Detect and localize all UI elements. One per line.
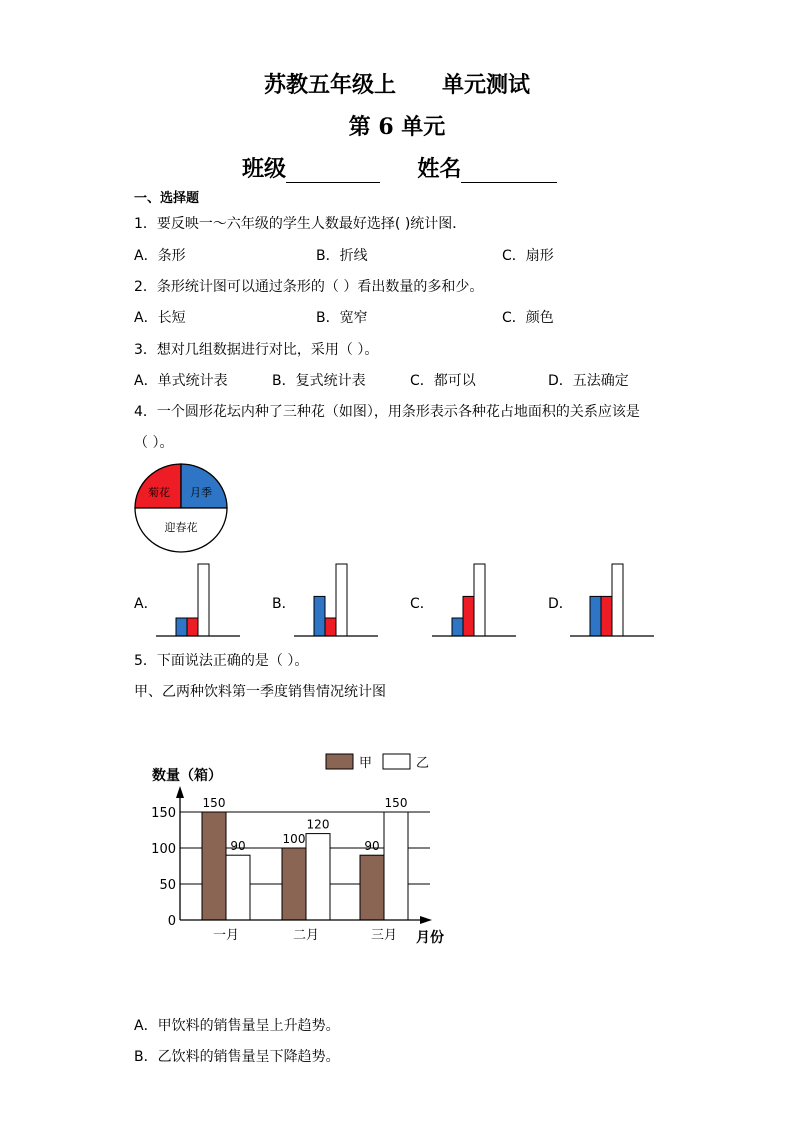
y-axis-arrow (176, 786, 184, 798)
q4-option-letter[interactable]: D． (548, 596, 573, 612)
q4-option-chart[interactable] (156, 562, 256, 642)
y-tick-label: 100 (151, 842, 176, 857)
data-label: 90 (364, 839, 380, 854)
data-label: 90 (230, 839, 246, 854)
data-label: 150 (202, 796, 226, 810)
question-2: 2．条形统计图可以通过条形的（ ）看出数量的多和少。 (134, 279, 484, 295)
q5-option-b[interactable]: B．乙饮料的销售量呈下降趋势。 (134, 1049, 340, 1065)
y-tick-label: 50 (159, 878, 176, 893)
data-label: 150 (384, 796, 408, 810)
question-3: 3．想对几组数据进行对比，采用（ ）。 (134, 342, 379, 358)
question-5: 5．下面说法正确的是（ ）。 (134, 653, 309, 669)
x-tick-label: 二月 (292, 928, 320, 943)
q4-option-chart[interactable] (570, 562, 670, 642)
q3-option-b[interactable]: B．复式统计表 (272, 373, 366, 389)
pie-label-winter-jasmine: 迎春花 (164, 521, 198, 534)
bar-chrysanthemum (187, 618, 198, 636)
bar-winter-jasmine (198, 564, 209, 636)
flower-bed-pie (134, 462, 230, 554)
chart-caption: 甲、乙两种饮料第一季度销售情况统计图 (134, 684, 386, 700)
q3-option-a[interactable]: A．单式统计表 (134, 373, 228, 389)
bar-winter-jasmine (474, 564, 485, 636)
x-tick-label: 一月 (212, 928, 240, 943)
q5-option-a[interactable]: A．甲饮料的销售量呈上升趋势。 (134, 1018, 340, 1034)
q1-option-c[interactable]: C．扇形 (502, 248, 554, 264)
section-heading: 一、选择题 (134, 191, 200, 206)
x-tick-label: 三月 (370, 928, 398, 943)
name-label: 姓名 (417, 157, 462, 182)
pie-label-chrysanthemum: 菊花 (148, 486, 170, 499)
x-axis-label: 月份 (416, 930, 444, 946)
bar-chrysanthemum (325, 618, 336, 636)
q4-option-letter[interactable]: C． (410, 596, 434, 612)
unit-title: 第 6 单元 (348, 114, 446, 140)
question-4-line2: （ ）。 (134, 435, 174, 451)
q4-option-letter[interactable]: B． (272, 596, 296, 612)
page-title: 苏教五年级上 单元测试 (264, 72, 530, 98)
bar-乙 (306, 834, 330, 920)
bar-甲 (202, 812, 226, 920)
bar-chrysanthemum (601, 596, 612, 636)
y-tick-label: 0 (167, 914, 176, 929)
q4-option-chart[interactable] (432, 562, 532, 642)
q3-option-d[interactable]: D．五法确定 (548, 373, 629, 389)
legend-swatch (383, 754, 410, 769)
y-tick-label: 150 (151, 806, 176, 821)
y-axis-label: 数量（箱） (152, 768, 222, 784)
q2-option-a[interactable]: A．长短 (134, 310, 186, 326)
legend-label: 甲 (359, 756, 373, 771)
bar-乙 (226, 855, 250, 920)
sales-bar-chart (140, 740, 460, 952)
q1-option-a[interactable]: A．条形 (134, 248, 186, 264)
q4-option-letter[interactable]: A． (134, 596, 158, 612)
bar-rose (590, 596, 601, 636)
class-label: 班级 (242, 157, 287, 182)
bar-乙 (384, 812, 408, 920)
data-label: 120 (306, 817, 330, 832)
q4-option-chart[interactable] (294, 562, 394, 642)
q2-option-c[interactable]: C．颜色 (502, 310, 554, 326)
name-blank[interactable] (461, 160, 557, 183)
pie-label-rose: 月季 (190, 486, 212, 499)
q1-option-b[interactable]: B．折线 (316, 248, 368, 264)
bar-rose (176, 618, 187, 636)
legend-swatch (326, 754, 353, 769)
bar-甲 (282, 848, 306, 920)
bar-winter-jasmine (612, 564, 623, 636)
student-info (242, 152, 557, 183)
bar-rose (452, 618, 463, 636)
bar-甲 (360, 855, 384, 920)
x-axis-arrow (420, 916, 432, 924)
class-blank[interactable] (286, 160, 380, 183)
data-label: 100 (282, 832, 306, 846)
bar-winter-jasmine (336, 564, 347, 636)
question-1: 1．要反映一～六年级的学生人数最好选择( )统计图． (134, 216, 467, 232)
legend-label: 乙 (416, 756, 430, 771)
q2-option-b[interactable]: B．宽窄 (316, 310, 368, 326)
bar-rose (314, 596, 325, 636)
bar-chrysanthemum (463, 596, 474, 636)
question-4-line1: 4．一个圆形花坛内种了三种花（如图），用条形表示各种花占地面积的关系应该是 (134, 404, 640, 420)
q3-option-c[interactable]: C．都可以 (410, 373, 476, 389)
